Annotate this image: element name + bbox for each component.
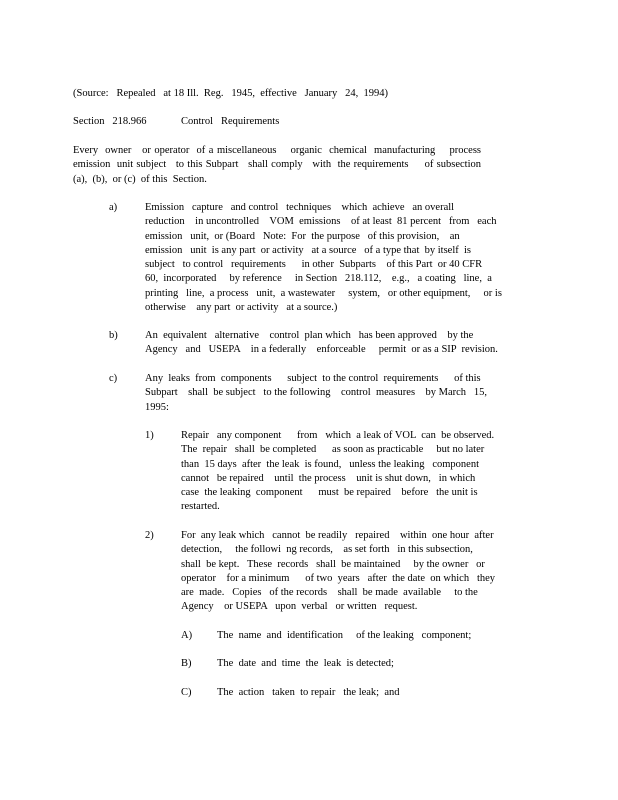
subitem-line: shall be kept. These records shall be maintained by the owner or bbox=[181, 558, 485, 570]
section-title: Control Requirements bbox=[181, 116, 280, 127]
record-b-text: The date and time the leak is detected; bbox=[217, 658, 394, 669]
subitem-line: detection, the followi ng records, as set forth in this subsection, bbox=[181, 544, 473, 556]
record-b-label: B) bbox=[181, 658, 192, 669]
intro-line: (a), (b), or (c) of this Section. bbox=[73, 173, 207, 185]
item-line: printing line, a process unit, a wastewater system, or other equipment, or is bbox=[145, 287, 502, 299]
subitem-line: restarted. bbox=[181, 501, 220, 513]
subitem-line: cannot be repaired until the process unit is shut down, in which bbox=[181, 472, 476, 484]
item-a-text bbox=[145, 201, 507, 315]
item-line: emission unit is any part or activity at a source of a type that by itself is bbox=[145, 244, 472, 256]
subitem-line: are made. Copies of the records shall be made available to the bbox=[181, 587, 478, 599]
item-line: reduction in uncontrolled VOM emissions of at least 81 percent from each bbox=[145, 216, 497, 228]
item-b-label: b) bbox=[109, 330, 118, 341]
subitem-line: operator for a minimum of two years after the date on which they bbox=[181, 572, 496, 584]
item-c-text bbox=[145, 372, 495, 415]
subitem-line: The repair shall be completed as soon as practicable but no later bbox=[181, 444, 485, 456]
intro-paragraph bbox=[73, 144, 481, 187]
item-line: Subpart shall be subject to the following control measures by March 15, bbox=[145, 387, 488, 399]
record-a-label: A) bbox=[181, 630, 193, 641]
item-b-text bbox=[145, 329, 503, 358]
subitem-1-label: 1) bbox=[145, 430, 154, 441]
item-line: Emission capture and control techniques which achieve an overall bbox=[145, 202, 455, 213]
subitem-2-label: 2) bbox=[145, 530, 154, 541]
subitem-line: Repair any component from which a leak of VOL can be observed. bbox=[181, 430, 495, 441]
subitem-line: case the leaking component must be repaired before the unit is bbox=[181, 487, 478, 499]
item-a-label: a) bbox=[109, 202, 118, 213]
item-line: 60, incorporated by reference in Section 218.112, e.g., a coating line, a bbox=[145, 273, 492, 285]
section-number: Section 218.966 bbox=[73, 116, 147, 127]
source-note: (Source: Repealed at 18 Ill. Reg. 1945, effective January 24, 1994) bbox=[73, 88, 389, 99]
item-line: Any leaks from components subject to the control requirements of this bbox=[145, 373, 481, 384]
item-line: subject to control requirements in other Subparts of this Part or 40 CFR bbox=[145, 259, 483, 271]
item-line: An equivalent alternative control plan which has been approved by the bbox=[145, 330, 474, 341]
subitem-line: Agency or USEPA upon verbal or written request. bbox=[181, 601, 418, 613]
item-line: Agency and USEPA in a federally enforceable permit or as a SIP revision. bbox=[145, 344, 498, 356]
subitem-line: than 15 days after the leak is found, unless the leaking component bbox=[181, 458, 480, 470]
record-a-text: The name and identification of the leaking component; bbox=[217, 630, 472, 641]
item-line: 1995: bbox=[145, 401, 169, 413]
record-c-label: C) bbox=[181, 687, 192, 698]
subitem-line: For any leak which cannot be readily repaired within one hour after bbox=[181, 530, 494, 541]
item-line: otherwise any part or activity at a source.) bbox=[145, 302, 338, 314]
intro-line: Every owner or operator of a miscellaneous organic chemical manufacturing process bbox=[73, 145, 481, 156]
record-c-text: The action taken to repair the leak; and bbox=[217, 687, 400, 698]
intro-line: emission unit subject to this Subpart shall comply with the requirements of subsection bbox=[73, 159, 481, 171]
item-line: emission unit, or (Board Note: For the purpose of this provision, an bbox=[145, 230, 460, 242]
subitem-1-text bbox=[181, 429, 499, 515]
subitem-2-text bbox=[181, 529, 505, 615]
item-c-label: c) bbox=[109, 373, 118, 384]
